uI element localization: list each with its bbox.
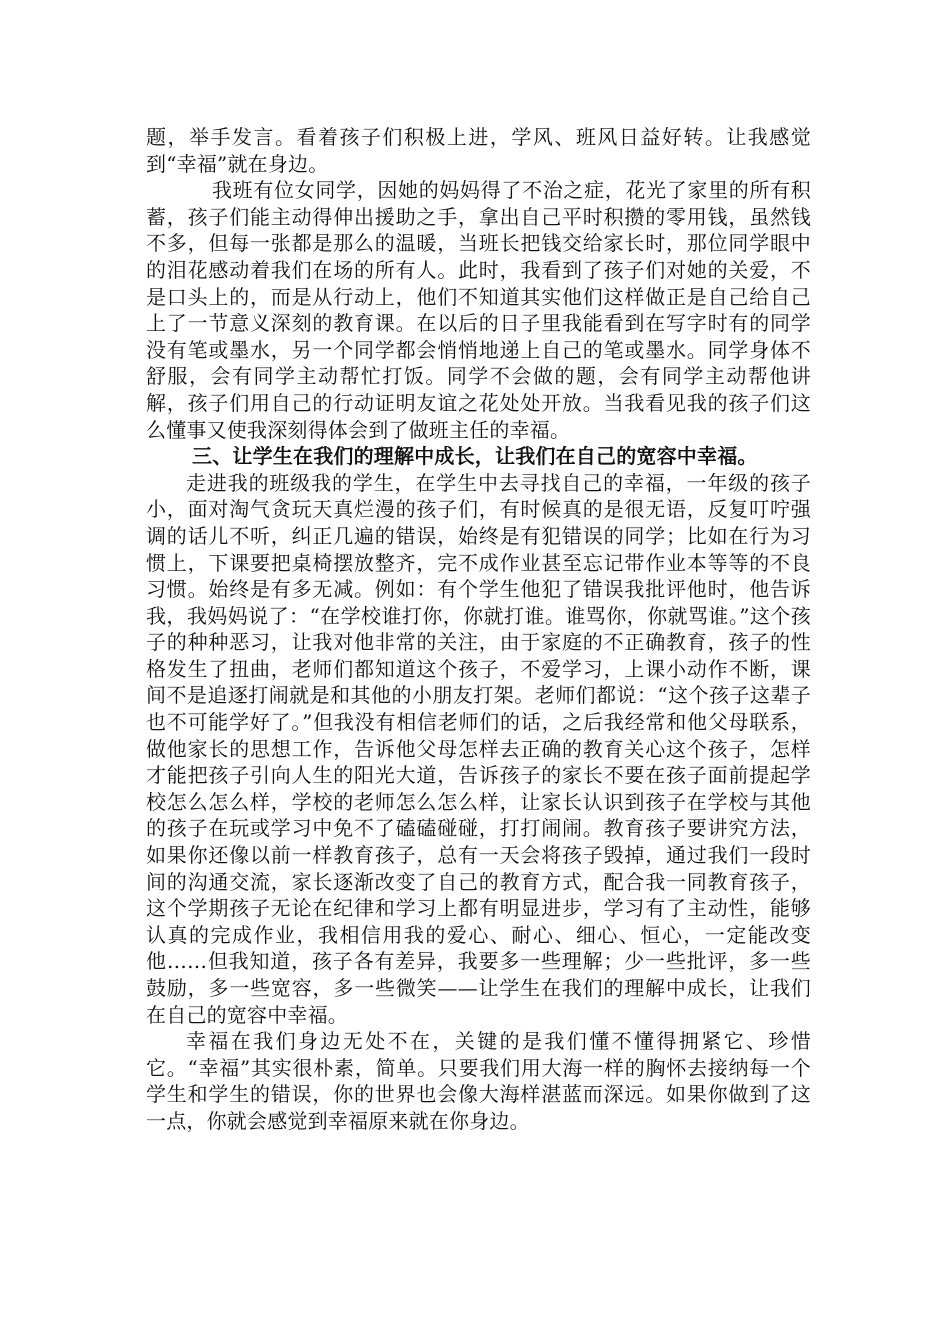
document-body bbox=[146, 124, 811, 1135]
paragraph-conclusion: 幸福在我们身边无处不在，关键的是我们懂不懂得拥紧它、珍惜它。“幸福”其实很朴素，简单。只要我们用大海一样的胸怀去接纳每一个学生和学生的错误，你的世界也会像大海样湛蓝而深远。如果你做到了这一点，你就会感觉到幸福原来就在你身边。 bbox=[146, 1029, 811, 1133]
paragraph-student-growth: 走进我的班级我的学生，在学生中去寻找自己的幸福，一年级的孩子小，面对淘气贪玩天真烂漫的孩子们，有时候真的是很无语，反复叮咛强调的话儿不听，纠正几遍的错误，始终是有犯错误的同学；比如在行为习惯上，下课要把桌椅摆放整齐，完不成作业甚至忘记带作业本等等的不良习惯。始终是有多无减。例如：有个学生他犯了错误我批评他时，他告诉我，我妈妈说了：“在学校谁打你，你就打谁。谁骂你，你就骂谁。”这个孩子的种种恶习，让我对他非常的关注，由于家庭的不正确教育，孩子的性格发生了扭曲，老师们都知道这个孩子，不爱学习，上课小动作不断，课间不是追逐打闹就是和其他的小朋友打架。老师们都说：“这个孩子这辈子也不可能学好了。”但我没有相信老师们的话，之后我经常和他父母联系，做他家长的思想工作，告诉他父母怎样去正确的教育关心这个孩子，怎样才能把孩子引向人生的阳光大道，告诉孩子的家长不要在孩子面前提起学校怎么怎么样，学校的老师怎么怎么样，让家长认识到孩子在学校与其他的孩子在玩或学习中免不了磕磕碰碰，打打闹闹。教育孩子要讲究方法，如果你还像以前一样教育孩子，总有一天会将孩子毁掉，通过我们一段时间的沟通交流，家长逐渐改变了自己的教育方式，配合我一同教育孩子，这个学期孩子无论在纪律和学习上都有明显进步，学习有了主动性，能够认真的完成作业，我相信用我的爱心、耐心、细心、恒心，一定能改变他……但我知道，孩子各有差异，我要多一些理解；少一些批评，多一些鼓励，多一些宽容，多一些微笑——让学生在我们的理解中成长，让我们在自己的宽容中幸福。 bbox=[146, 470, 811, 1027]
paragraph-continuation: 题，举手发言。看着孩子们积极上进，学风、班风日益好转。让我感觉到“幸福”就在身边。 bbox=[146, 125, 811, 176]
section-heading-three: 三、让学生在我们的理解中成长，让我们在自己的宽容中幸福。 bbox=[192, 444, 758, 469]
paragraph-classmate-help: 我班有位女同学，因她的妈妈得了不治之症，花光了家里的所有积蓄，孩子们能主动得伸出援助之手，拿出自己平时积攒的零用钱，虽然钱不多，但每一张都是那么的温暖，当班长把钱交给家长时，那位同学眼中的泪花感动着我们在场的所有人。此时，我看到了孩子们对她的关爱，不是口头上的，而是从行动上，他们不知道其实他们这样做正是自己给自己上了一节意义深刻的教育课。在以后的日子里我能看到在写字时有的同学没有笔或墨水，另一个同学都会悄悄地递上自己的笔或墨水。同学身体不舒服，会有同学主动帮忙打饭。同学不会做的题，会有同学主动帮他讲解，孩子们用自己的行动证明友谊之花处处开放。当我看见我的孩子们这么懂事又使我深刻得体会到了做班主任的幸福。 bbox=[146, 178, 811, 442]
